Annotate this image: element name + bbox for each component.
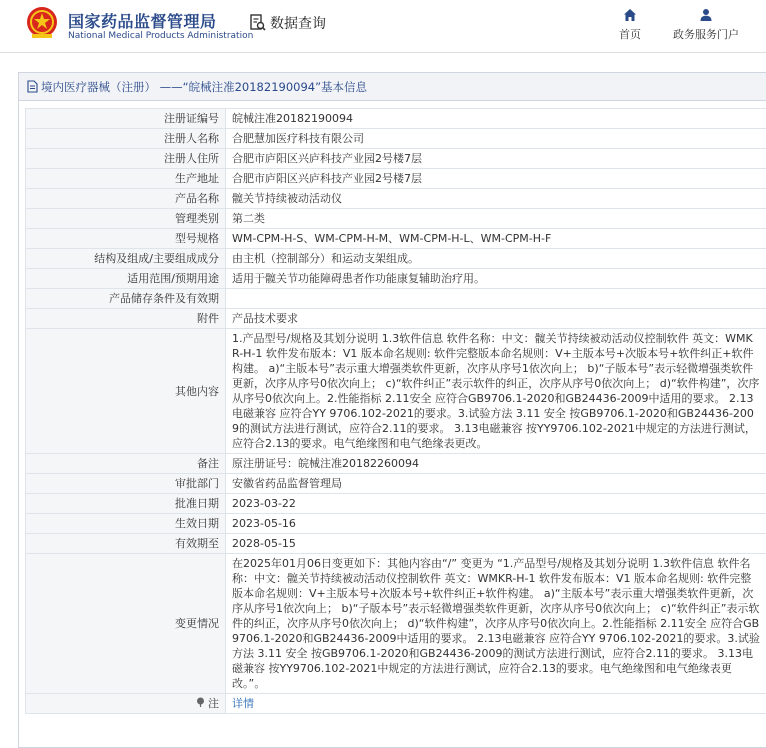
field-value: 合肥市庐阳区兴庐科技产业园2号楼7层 — [226, 149, 766, 169]
table-row — [26, 454, 766, 474]
table-row — [26, 169, 766, 189]
field-label: 变更情况 — [26, 554, 226, 694]
site-header — [0, 0, 766, 52]
field-value: 由主机（控制部分）和运动支架组成。 — [226, 249, 766, 269]
field-value: 安徽省药品监督管理局 — [226, 474, 766, 494]
field-value: 髋关节持续被动活动仪 — [226, 189, 766, 209]
nav-gov-label: 政务服务门户 — [673, 28, 739, 41]
data-query-label: 数据查询 — [270, 16, 326, 32]
nav-gov-portal[interactable] — [668, 8, 744, 42]
field-label: 管理类别 — [26, 209, 226, 229]
table-row — [26, 474, 766, 494]
table-row — [26, 514, 766, 534]
field-label: 适用范围/预期用途 — [26, 269, 226, 289]
document-icon — [27, 80, 38, 93]
field-value: 2023-03-22 — [226, 494, 766, 514]
field-label: 产品名称 — [26, 189, 226, 209]
table-row — [26, 129, 766, 149]
national-emblem-icon — [26, 6, 58, 40]
info-table — [25, 108, 766, 714]
table-row — [26, 209, 766, 229]
table-row — [26, 249, 766, 269]
field-value: 合肥市庐阳区兴庐科技产业园2号楼7层 — [226, 169, 766, 189]
home-icon — [623, 8, 637, 22]
table-row — [26, 149, 766, 169]
site-logo-title[interactable]: 国家药品监督管理局 — [68, 12, 217, 31]
field-value: 在2025年01月06日变更如下：其他内容由“/” 变更为 “1.产品型号/规格及其划分说明 1.3软件信息 软件名称：中文：髋关节持续被动活动仪控制软件 英文：WMKR-H-1 软件发布版本：V1 版本命名规则: 软件完整版本命名规则：V+主版本号+次版本号+软件纠正+软件构建。 a)“主版本号”表示重大增强类软件更新，次序从序号1依次向上； b)“子版本号”表示轻微增强类软件更新，次序从序号0依次向上； c)“软件纠正”表示软件的纠正，次序从序号0依次向上； d)“软件构建”，次序从序号0依次向上。2.性能指标 2.11安全 应符合GB9706.1-2020和GB24436-2009中适用的要求。 2.13电磁兼容 应符合YY 9706.102-2021的要求。3.试验方法 3.11 安全 按GB9706.1-2020和GB24436-2009的测试方法进行测试，应符合2.11的要求。 3.13电磁兼容 按YY9706.102-2021中规定的方法进行测试，应符合2.13的要求。电气绝缘图和电气绝缘表更改。”。 — [226, 554, 766, 694]
field-label: 注册人住所 — [26, 149, 226, 169]
field-value: 原注册证号：皖械注准20182260094 — [226, 454, 766, 474]
field-label: 附件 — [26, 309, 226, 329]
field-label: 其他内容 — [26, 329, 226, 454]
field-label: 有效期至 — [26, 534, 226, 554]
table-row — [26, 269, 766, 289]
field-value: 合肥慧加医疗科技有限公司 — [226, 129, 766, 149]
field-label: 审批部门 — [26, 474, 226, 494]
data-query-link[interactable] — [250, 13, 326, 33]
field-label: 产品储存条件及有效期 — [26, 289, 226, 309]
field-value: 皖械注准20182190094 — [226, 109, 766, 129]
table-row — [26, 109, 766, 129]
field-label: 注册证编号 — [26, 109, 226, 129]
pin-icon — [196, 697, 205, 707]
note-label: 注 — [208, 697, 219, 710]
field-label: 生效日期 — [26, 514, 226, 534]
detail-panel — [18, 72, 766, 748]
field-label: 注册人名称 — [26, 129, 226, 149]
table-row — [26, 494, 766, 514]
field-value: 1.产品型号/规格及其划分说明 1.3软件信息 软件名称：中文：髋关节持续被动活动仪控制软件 英文：WMKR-H-1 软件发布版本：V1 版本命名规则: 软件完整版本命名规则：V+主版本号+次版本号+软件纠正+软件构建。 a)“主版本号”表示重大增强类软件更新，次序从序号1依次向上； b)“子版本号”表示轻微增强类软件更新，次序从序号0依次向上； c)“软件纠正”表示软件的纠正，次序从序号0依次向上； d)“软件构建”，次序从序号0依次向上。2.性能指标 2.11安全 应符合GB9706.1-2020和GB24436-2009中适用的要求。 2.13电磁兼容 应符合YY 9706.102-2021的要求。3.试验方法 3.11 安全 按GB9706.1-2020和GB24436-2009的测试方法进行测试，应符合2.11的要求。 3.13电磁兼容 按YY9706.102-2021中规定的方法进行测试，应符合2.13的要求。电气绝缘图和电气绝缘表更改。 — [226, 329, 766, 454]
note-label-cell — [26, 694, 226, 714]
table-row — [26, 309, 766, 329]
field-value: 第二类 — [226, 209, 766, 229]
field-label: 备注 — [26, 454, 226, 474]
field-value — [226, 289, 766, 309]
field-value: 2028-05-15 — [226, 534, 766, 554]
table-row — [26, 329, 766, 454]
nav-home-label: 首页 — [619, 28, 641, 41]
field-label: 结构及组成/主要组成成分 — [26, 249, 226, 269]
user-icon — [699, 8, 713, 22]
field-value: 2023-05-16 — [226, 514, 766, 534]
field-value: WM-CPM-H-S、WM-CPM-H-M、WM-CPM-H-L、WM-CPM-H-F — [226, 229, 766, 249]
panel-title: 境内医疗器械（注册） ——“皖械注准20182190094”基本信息 — [41, 79, 368, 94]
nav-home[interactable] — [612, 8, 648, 42]
table-row — [26, 289, 766, 309]
table-row — [26, 554, 766, 694]
panel-header — [19, 73, 766, 101]
field-value: 适用于髋关节功能障碍患者作功能康复辅助治疗用。 — [226, 269, 766, 289]
site-logo-subtitle[interactable]: National Medical Products Administration — [68, 31, 254, 41]
field-label: 生产地址 — [26, 169, 226, 189]
table-row — [26, 229, 766, 249]
table-row-note — [26, 694, 766, 714]
document-search-icon — [250, 14, 266, 32]
details-link[interactable]: 详情 — [232, 697, 254, 710]
note-value-cell — [226, 694, 766, 714]
header-divider — [0, 52, 766, 53]
table-row — [26, 189, 766, 209]
field-value: 产品技术要求 — [226, 309, 766, 329]
table-row — [26, 534, 766, 554]
field-label: 型号规格 — [26, 229, 226, 249]
field-label: 批准日期 — [26, 494, 226, 514]
